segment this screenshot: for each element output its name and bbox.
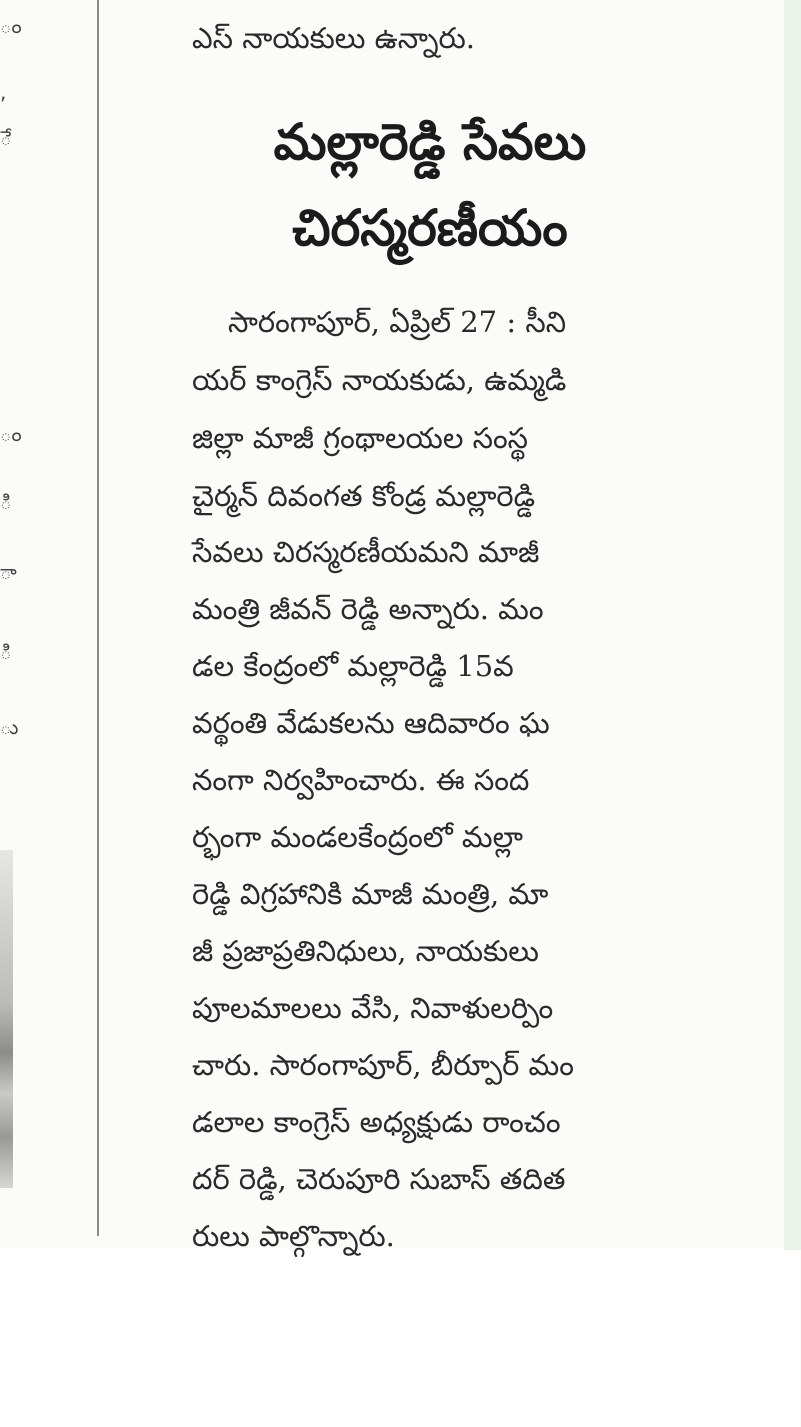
body-line: సారంగాపూర్, ఏప్రిల్ 27 : సీని — [228, 305, 567, 339]
body-line: డలాల కాంగ్రెస్ అధ్యక్షుడు రాంచం — [192, 1105, 561, 1139]
previous-article-last-line: ఎస్ నాయకులు ఉన్నారు. — [192, 21, 475, 55]
fragment-glyph: ు — [0, 715, 19, 739]
adjacent-photo-edge — [0, 850, 13, 1188]
body-line: సేవలు చిరస్మరణీయమని మాజీ — [192, 535, 540, 569]
body-line: దర్ రెడ్డి, చెరుపూరి సుబాస్ తదిత — [192, 1162, 566, 1196]
body-line: మంత్రి జీవన్ రెడ్డి అన్నారు. మం — [192, 592, 544, 626]
fragment-glyph: ా — [0, 560, 17, 584]
fragment-glyph: ి — [0, 640, 12, 664]
fragment-glyph: , — [0, 80, 7, 104]
body-line: యర్ కాంగ్రెస్ నాయకుడు, ఉమ్మడి — [192, 363, 567, 397]
fragment-glyph: ే — [0, 126, 12, 150]
body-line: చారు. సారంగాపూర్, బీర్పూర్ మం — [192, 1048, 574, 1082]
body-line: పూలమాలలు వేసి, నివాళులర్పిం — [192, 991, 554, 1025]
clipped-text-line — [206, 0, 606, 2]
body-line: రులు పాల్గొన్నారు. — [192, 1219, 395, 1253]
fragment-glyph: ి — [0, 490, 12, 514]
column-divider — [97, 0, 99, 1236]
body-line: నంగా నిర్వహించారు. ఈ సంద — [192, 763, 530, 797]
body-line: ర్భంగా మండలకేంద్రంలో మల్లా — [192, 820, 523, 854]
body-line: డల కేంద్రంలో మల్లారెడ్డి 15వ — [192, 649, 514, 683]
fragment-glyph: ం — [0, 14, 22, 38]
scan-right-edge — [784, 0, 801, 1250]
body-line: జీ ప్రజాప్రతినిధులు, నాయకులు — [192, 934, 539, 968]
headline-line-1: మల్లారెడ్డి సేవలు — [273, 113, 587, 171]
body-line: చైర్మన్ దివంగత కోండ్ర మల్లారెడ్డి — [192, 479, 536, 513]
body-line: రెడ్డి విగ్రహానికి మాజీ మంత్రి, మా — [192, 877, 549, 911]
headline-line-2: చిరస్మరణీయం — [292, 199, 568, 257]
body-line: వర్థంతి వేడుకలను ఆదివారం ఘ — [192, 706, 550, 740]
fragment-glyph: ం — [0, 422, 22, 446]
page-bottom-margin — [0, 1248, 800, 1427]
body-line: జిల్లా మాజీ గ్రంథాలయల సంస్థ — [192, 421, 529, 455]
